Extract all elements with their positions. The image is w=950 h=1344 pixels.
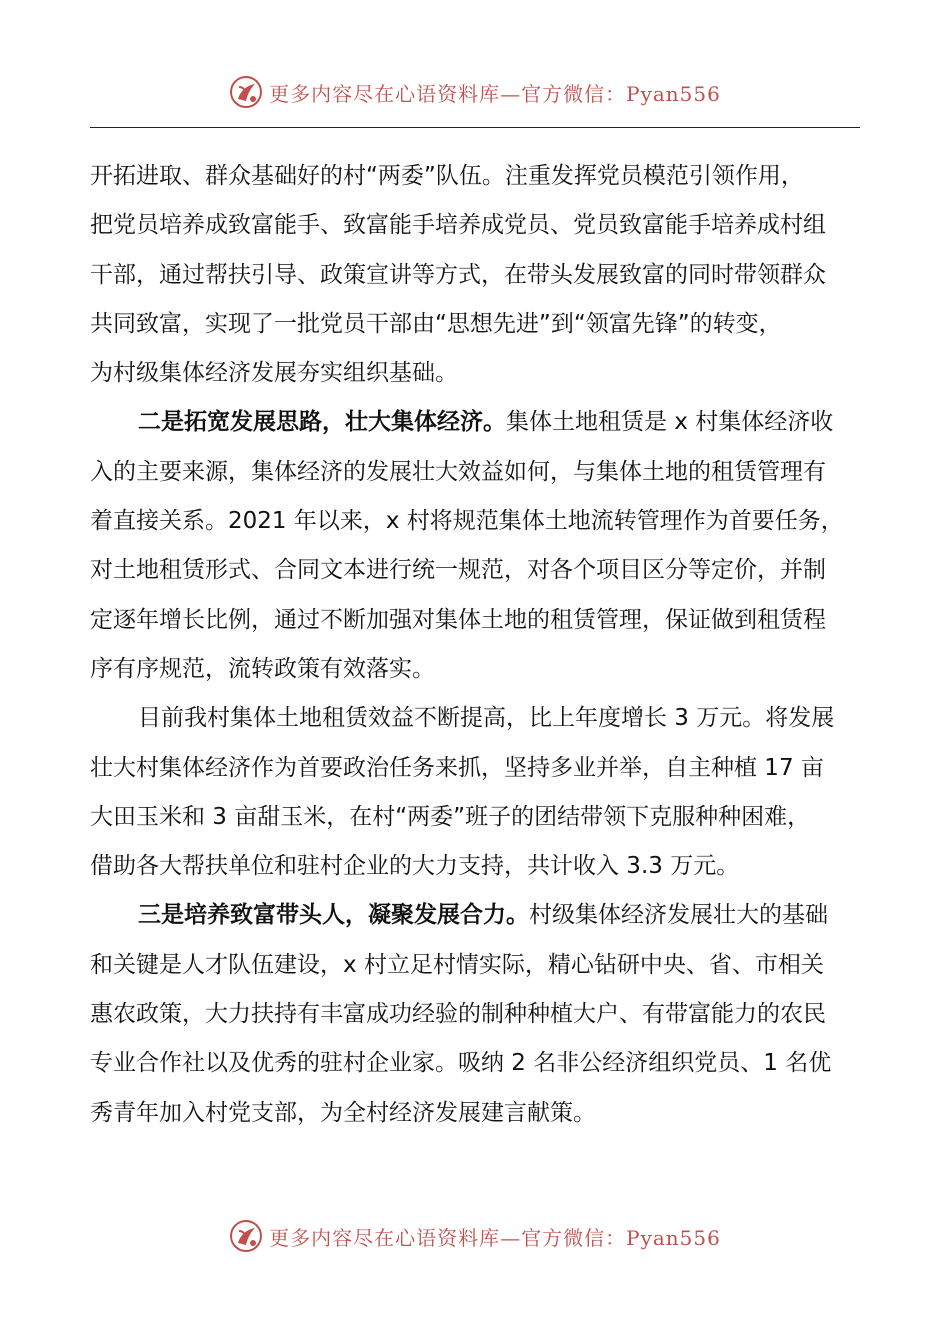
text-line: 壮大村集体经济作为首要政治任务来抓，坚持多业并举，自主种植 17 亩 <box>90 754 824 781</box>
text-line: 借助各大帮扶单位和驻村企业的大力支持，共计收入 3.3 万元。 <box>90 853 740 880</box>
text-line <box>90 398 860 447</box>
text-run: 集体土地租赁是 x 村集体经济收 <box>506 409 834 436</box>
document-body <box>90 152 860 1138</box>
text-line: 干部，通过帮扶引导、政策宣讲等方式，在带头发展致富的同时带领群众 <box>90 261 826 288</box>
header-divider <box>90 127 860 128</box>
paragraph-3 <box>90 694 860 891</box>
text-line: 专业合作社以及优秀的驻村企业家。吸纳 2 名非公经济组织党员、1 名优 <box>90 1050 832 1077</box>
header-brand-text: 更多内容尽在心语资料库—官方微信：Pyan556 <box>269 81 721 106</box>
text-line: 把党员培养成致富能手、致富能手培养成党员、党员致富能手培养成村组 <box>90 212 826 239</box>
text-line: 定逐年增长比例，通过不断加强对集体土地的租赁管理，保证做到租赁程 <box>90 606 826 633</box>
text-line: 大田玉米和 3 亩甜玉米，在村“两委”班子的团结带领下克服种种困难， <box>90 803 811 830</box>
section-heading: 三是培养致富带头人，凝聚发展合力。 <box>138 902 529 929</box>
paragraph-4 <box>90 891 860 1137</box>
flower-logo-icon <box>229 75 263 109</box>
text-line: 为村级集体经济发展夯实组织基础。 <box>90 360 458 387</box>
text-line: 对土地租赁形式、合同文本进行统一规范，对各个项目区分等定价，并制 <box>90 557 826 584</box>
paragraph-2 <box>90 398 860 694</box>
flower-logo-icon <box>229 1219 263 1253</box>
text-line: 共同致富，实现了一批党员干部由“思想先进”到“领富先锋”的转变， <box>90 310 782 337</box>
text-line: 惠农政策，大力扶持有丰富成功经验的制种种植大户、有带富能力的农民 <box>90 1001 826 1028</box>
text-line: 和关键是人才队伍建设，x 村立足村情实际，精心钻研中央、省、市相关 <box>90 951 824 978</box>
paragraph-1 <box>90 152 860 398</box>
page-header <box>0 72 950 112</box>
footer-brand-text: 更多内容尽在心语资料库—官方微信：Pyan556 <box>269 1225 721 1250</box>
text-run: 村级集体经济发展壮大的基础 <box>529 902 828 929</box>
section-heading: 二是拓宽发展思路，壮大集体经济。 <box>138 409 506 436</box>
text-line: 着直接关系。2021 年以来，x 村将规范集体土地流转管理作为首要任务， <box>90 508 844 535</box>
text-line: 目前我村集体土地租赁效益不断提高，比上年度增长 3 万元。将发展 <box>138 705 835 732</box>
text-line: 入的主要来源，集体经济的发展壮大效益如何，与集体土地的租赁管理有 <box>90 458 826 485</box>
text-line: 秀青年加入村党支部，为全村经济发展建言献策。 <box>90 1099 596 1126</box>
page-footer <box>0 1216 950 1256</box>
text-line <box>90 891 860 940</box>
text-line: 序有序规范，流转政策有效落实。 <box>90 655 435 682</box>
text-line: 开拓进取、群众基础好的村“两委”队伍。注重发挥党员模范引领作用， <box>90 163 804 189</box>
